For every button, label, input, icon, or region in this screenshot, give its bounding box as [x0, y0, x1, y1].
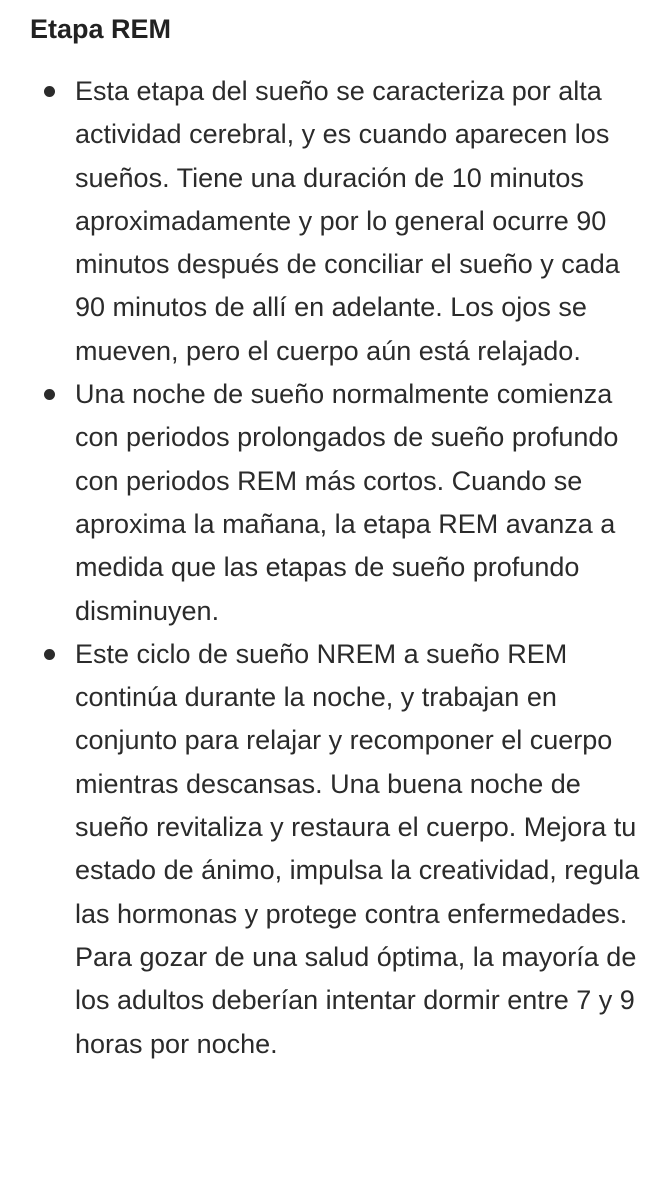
bullet-icon [44, 649, 55, 660]
bullet-text: Esta etapa del sueño se caracteriza por alta actividad cerebral, y es cuando aparecen los sueños. Tiene una duración de 10 minutos aproximadamente y por lo general ocurre 90 minutos después de conciliar el sueño y cada 90 minutos de allí en adelante. Los ojos se mueven, pero el cuerpo aún está relajado. [75, 76, 620, 366]
list-item [0, 373, 672, 633]
list-item [0, 633, 672, 1066]
bullet-text: Una noche de sueño normalmente comienza con periodos prolongados de sueño profundo con periodos REM más cortos. Cuando se aproxima la mañana, la etapa REM avanza a medida que las etapas de sueño profundo disminuyen. [75, 379, 619, 626]
list-item [0, 70, 672, 373]
bullet-icon [44, 389, 55, 400]
bullet-list [0, 70, 672, 1066]
bullet-text: Este ciclo de sueño NREM a sueño REM continúa durante la noche, y trabajan en conjunto para relajar y recomponer el cuerpo mientras descansas. Una buena noche de sueño revitaliza y restaura el cuerpo. Mejora tu estado de ánimo, impulsa la creatividad, regula las hormonas y protege contra enfermedades. Para gozar de una salud óptima, la mayoría de los adultos deberían intentar dormir entre 7 y 9 horas por noche. [75, 638, 640, 1059]
section-heading: Etapa REM [30, 14, 172, 44]
bullet-icon [44, 86, 55, 97]
